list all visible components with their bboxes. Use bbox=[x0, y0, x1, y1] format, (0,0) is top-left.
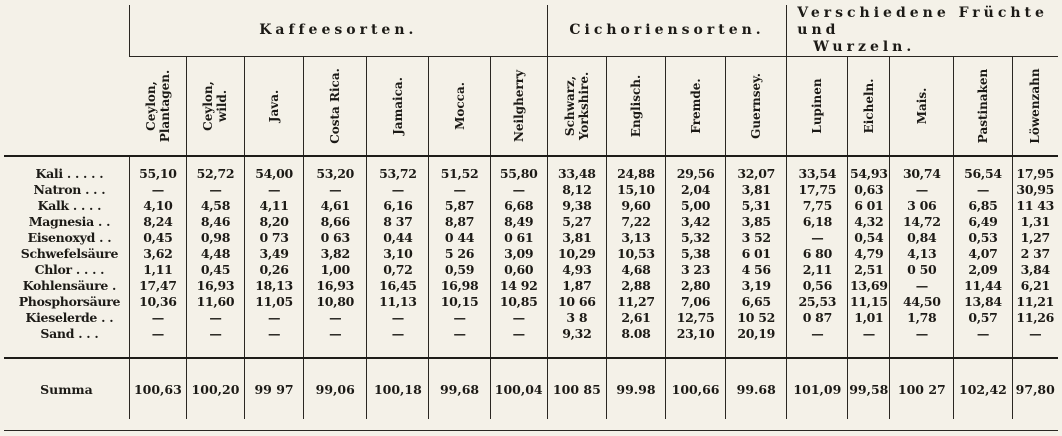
sum-cell: 101,09 bbox=[787, 358, 848, 419]
table-cell: 0,72 bbox=[367, 261, 429, 277]
table-cell: 10,36 bbox=[129, 293, 186, 309]
table-cell: 44,50 bbox=[890, 293, 954, 309]
column-header-label: Fremde. bbox=[688, 78, 703, 134]
column-header-label: Costa Rica. bbox=[328, 68, 343, 144]
table-row bbox=[4, 245, 1058, 261]
group-header-kaffee: Kaffeesorten. bbox=[129, 5, 547, 57]
table-cell: 18,13 bbox=[245, 277, 304, 293]
table-cell: 0 44 bbox=[429, 229, 490, 245]
table-cell: 5,27 bbox=[547, 213, 606, 229]
sum-cell: 100 27 bbox=[890, 358, 954, 419]
table-cell: 2,11 bbox=[787, 261, 848, 277]
sum-cell: 102,42 bbox=[954, 358, 1012, 419]
table-cell: 11,44 bbox=[954, 277, 1012, 293]
table-cell: 11,13 bbox=[367, 293, 429, 309]
table-row bbox=[4, 156, 1058, 181]
table-cell: 0,84 bbox=[890, 229, 954, 245]
table-cell: — bbox=[954, 181, 1012, 197]
table-cell: 1,31 bbox=[1012, 213, 1058, 229]
table-cell: 10,85 bbox=[490, 293, 547, 309]
table-cell: — bbox=[304, 325, 367, 358]
table-row bbox=[4, 309, 1058, 325]
table-cell: 52,72 bbox=[186, 156, 244, 181]
table-cell: 0 61 bbox=[490, 229, 547, 245]
group-header-fruechte-line1: Verschiedene Früchte und bbox=[797, 5, 1048, 38]
table-cell: 7,06 bbox=[666, 293, 726, 309]
table-cell: 3,81 bbox=[726, 181, 787, 197]
sum-row bbox=[4, 358, 1058, 419]
table-body bbox=[4, 156, 1058, 358]
table-cell: 0,63 bbox=[848, 181, 890, 197]
table-cell: 0,53 bbox=[954, 229, 1012, 245]
table-cell: 11,05 bbox=[245, 293, 304, 309]
table-cell: 14 92 bbox=[490, 277, 547, 293]
table-cell: 4,58 bbox=[186, 197, 244, 213]
table-cell: 8,87 bbox=[429, 213, 490, 229]
table-cell: 10 52 bbox=[726, 309, 787, 325]
table-cell: 56,54 bbox=[954, 156, 1012, 181]
table-cell: 24,88 bbox=[606, 156, 665, 181]
table-cell: — bbox=[367, 181, 429, 197]
table-cell: 0,45 bbox=[129, 229, 186, 245]
table-row bbox=[4, 293, 1058, 309]
table-cell: 14,72 bbox=[890, 213, 954, 229]
table-cell: 7,22 bbox=[606, 213, 665, 229]
table-cell: 8,49 bbox=[490, 213, 547, 229]
table-cell: 11,27 bbox=[606, 293, 665, 309]
table-cell: — bbox=[1012, 325, 1058, 358]
table-cell: — bbox=[787, 325, 848, 358]
table-cell: — bbox=[490, 181, 547, 197]
column-header bbox=[186, 57, 244, 157]
table-cell: 0,98 bbox=[186, 229, 244, 245]
table-cell: — bbox=[954, 325, 1012, 358]
table-cell: 4 56 bbox=[726, 261, 787, 277]
table-cell: — bbox=[129, 181, 186, 197]
table-cell: 1,87 bbox=[547, 277, 606, 293]
table-cell: 5,00 bbox=[666, 197, 726, 213]
table-cell: 1,11 bbox=[129, 261, 186, 277]
table-cell: 3 8 bbox=[547, 309, 606, 325]
column-header-label: Pastinaken bbox=[975, 68, 990, 144]
table-cell: 0 73 bbox=[245, 229, 304, 245]
column-header bbox=[1012, 57, 1058, 157]
table-cell: 4,07 bbox=[954, 245, 1012, 261]
table-cell: 29,56 bbox=[666, 156, 726, 181]
table-cell: — bbox=[429, 325, 490, 358]
row-label: Kieselerde . . bbox=[25, 309, 114, 325]
table-cell: 5,31 bbox=[726, 197, 787, 213]
row-label: Kalk . . . . bbox=[37, 197, 102, 213]
row-label: Natron . . . bbox=[33, 181, 106, 197]
table-cell: 3,62 bbox=[129, 245, 186, 261]
table-cell: 3,82 bbox=[304, 245, 367, 261]
table-cell: — bbox=[186, 181, 244, 197]
table-cell: 11,15 bbox=[848, 293, 890, 309]
column-header bbox=[890, 57, 954, 157]
table-cell: 16,98 bbox=[429, 277, 490, 293]
table-cell: — bbox=[890, 277, 954, 293]
column-header-label: Mais. bbox=[914, 87, 929, 125]
table-row bbox=[4, 325, 1058, 358]
table-cell: 1,00 bbox=[304, 261, 367, 277]
table-cell: 2 37 bbox=[1012, 245, 1058, 261]
column-header bbox=[367, 57, 429, 157]
table-cell: 1,27 bbox=[1012, 229, 1058, 245]
column-header-label: Mocca. bbox=[452, 82, 467, 130]
table-cell: 4,11 bbox=[245, 197, 304, 213]
table-cell: 3,13 bbox=[606, 229, 665, 245]
table-cell: 13,69 bbox=[848, 277, 890, 293]
table-cell: 0,59 bbox=[429, 261, 490, 277]
table-cell: 3,84 bbox=[1012, 261, 1058, 277]
ash-analysis-table bbox=[4, 5, 1058, 419]
column-header bbox=[245, 57, 304, 157]
table-cell: 2,88 bbox=[606, 277, 665, 293]
table-cell: 12,75 bbox=[666, 309, 726, 325]
table-cell: — bbox=[367, 309, 429, 325]
table-cell: 53,72 bbox=[367, 156, 429, 181]
table-cell: 8 37 bbox=[367, 213, 429, 229]
column-header-label: Englisch. bbox=[628, 74, 643, 138]
column-header bbox=[848, 57, 890, 157]
row-label: Eisenoxyd . . bbox=[27, 229, 112, 245]
table-cell: 8,20 bbox=[245, 213, 304, 229]
sum-cell: 99,06 bbox=[304, 358, 367, 419]
table-cell: — bbox=[304, 309, 367, 325]
sum-cell: 99,58 bbox=[848, 358, 890, 419]
table-cell: 10,53 bbox=[606, 245, 665, 261]
table-cell: 6,49 bbox=[954, 213, 1012, 229]
table-cell: 0,45 bbox=[186, 261, 244, 277]
column-header bbox=[787, 57, 848, 157]
table-cell: 30,74 bbox=[890, 156, 954, 181]
table-cell: 3,09 bbox=[490, 245, 547, 261]
table-cell: 0 87 bbox=[787, 309, 848, 325]
column-header bbox=[490, 57, 547, 157]
table-cell: 4,32 bbox=[848, 213, 890, 229]
sum-cell: 100 85 bbox=[547, 358, 606, 419]
table-cell: 10 66 bbox=[547, 293, 606, 309]
table-cell: 9,32 bbox=[547, 325, 606, 358]
table-cell: 2,51 bbox=[848, 261, 890, 277]
row-label: Sand . . . bbox=[40, 325, 99, 341]
sum-label: Summa bbox=[40, 381, 93, 397]
table-cell: 10,15 bbox=[429, 293, 490, 309]
table-cell: 9,38 bbox=[547, 197, 606, 213]
table-cell: 2,04 bbox=[666, 181, 726, 197]
table-cell: 4,61 bbox=[304, 197, 367, 213]
table-cell: 0,44 bbox=[367, 229, 429, 245]
table-cell: — bbox=[367, 325, 429, 358]
table-cell: 11 43 bbox=[1012, 197, 1058, 213]
sum-cell: 99,68 bbox=[429, 358, 490, 419]
table-cell: 3,81 bbox=[547, 229, 606, 245]
table-cell: 15,10 bbox=[606, 181, 665, 197]
table-row bbox=[4, 229, 1058, 245]
table-cell: 0,57 bbox=[954, 309, 1012, 325]
table-cell: — bbox=[848, 325, 890, 358]
table-cell: 51,52 bbox=[429, 156, 490, 181]
table-cell: 16,93 bbox=[186, 277, 244, 293]
table-cell: 2,61 bbox=[606, 309, 665, 325]
table-cell: 20,19 bbox=[726, 325, 787, 358]
table-cell: 9,60 bbox=[606, 197, 665, 213]
group-header-cichorien: Cichoriensorten. bbox=[547, 5, 786, 57]
table-cell: 8,24 bbox=[129, 213, 186, 229]
table-cell: — bbox=[890, 181, 954, 197]
table-cell: 4,10 bbox=[129, 197, 186, 213]
table-cell: 17,95 bbox=[1012, 156, 1058, 181]
table-cell: 8.08 bbox=[606, 325, 665, 358]
table-cell: 17,75 bbox=[787, 181, 848, 197]
column-header-label: Jamaica. bbox=[390, 77, 405, 135]
table-cell: 1,01 bbox=[848, 309, 890, 325]
table-cell: 5,38 bbox=[666, 245, 726, 261]
table-cell: 54,00 bbox=[245, 156, 304, 181]
table-cell: 3 52 bbox=[726, 229, 787, 245]
table-cell: 3,19 bbox=[726, 277, 787, 293]
table-cell: 8,12 bbox=[547, 181, 606, 197]
table-cell: — bbox=[129, 309, 186, 325]
column-header-label: Eicheln. bbox=[861, 78, 876, 134]
column-header-label: Neilgherry bbox=[511, 69, 526, 143]
row-label: Kali . . . . . bbox=[35, 165, 104, 181]
table-cell: — bbox=[490, 325, 547, 358]
table-cell: — bbox=[429, 309, 490, 325]
table-cell: 11,26 bbox=[1012, 309, 1058, 325]
sum-cell: 100,18 bbox=[367, 358, 429, 419]
row-label: Magnesia . . bbox=[28, 213, 111, 229]
table-cell: 7,75 bbox=[787, 197, 848, 213]
table-cell: 0,26 bbox=[245, 261, 304, 277]
table-cell: — bbox=[186, 309, 244, 325]
group-header-fruechte-line2: Wurzeln. bbox=[813, 39, 916, 55]
sum-cell: 100,20 bbox=[186, 358, 244, 419]
table-cell: 6,16 bbox=[367, 197, 429, 213]
table-cell: — bbox=[245, 325, 304, 358]
table-cell: 0,56 bbox=[787, 277, 848, 293]
table-row bbox=[4, 197, 1058, 213]
table-cell: — bbox=[186, 325, 244, 358]
table-cell: 53,20 bbox=[304, 156, 367, 181]
column-header-label: Lupinen bbox=[810, 78, 825, 134]
table-cell: 11,60 bbox=[186, 293, 244, 309]
table-cell: 0 63 bbox=[304, 229, 367, 245]
table-cell: 23,10 bbox=[666, 325, 726, 358]
table-cell: 17,47 bbox=[129, 277, 186, 293]
table-cell: — bbox=[245, 309, 304, 325]
table-cell: 4,79 bbox=[848, 245, 890, 261]
table-cell: 6 80 bbox=[787, 245, 848, 261]
table-cell: 0,60 bbox=[490, 261, 547, 277]
table-cell: 10,80 bbox=[304, 293, 367, 309]
table-cell: 5,87 bbox=[429, 197, 490, 213]
table-cell: 16,45 bbox=[367, 277, 429, 293]
table-cell: 32,07 bbox=[726, 156, 787, 181]
sum-cell: 100,63 bbox=[129, 358, 186, 419]
table-cell: 6,65 bbox=[726, 293, 787, 309]
table-cell: — bbox=[429, 181, 490, 197]
stub-header-cell bbox=[4, 5, 129, 156]
table-cell: — bbox=[129, 325, 186, 358]
column-header-label: Ceylon, Plantagen. bbox=[143, 69, 172, 143]
column-header bbox=[429, 57, 490, 157]
table-row bbox=[4, 277, 1058, 293]
row-label: Chlor . . . . bbox=[34, 261, 105, 277]
column-header-row bbox=[4, 57, 1058, 157]
column-header-label: Ceylon, wild. bbox=[201, 81, 230, 131]
table-cell: 13,84 bbox=[954, 293, 1012, 309]
table-cell: 10,29 bbox=[547, 245, 606, 261]
table-cell: 33,48 bbox=[547, 156, 606, 181]
sum-cell: 99.98 bbox=[606, 358, 665, 419]
table-cell: 1,78 bbox=[890, 309, 954, 325]
group-header-row bbox=[4, 5, 1058, 57]
column-header bbox=[606, 57, 665, 157]
table-cell: 54,93 bbox=[848, 156, 890, 181]
table-cell: — bbox=[787, 229, 848, 245]
table-cell: 30,95 bbox=[1012, 181, 1058, 197]
table-cell: 6,85 bbox=[954, 197, 1012, 213]
table-cell: 55,80 bbox=[490, 156, 547, 181]
table-cell: 6 01 bbox=[848, 197, 890, 213]
table-cell: 4,48 bbox=[186, 245, 244, 261]
table-cell: 3,85 bbox=[726, 213, 787, 229]
table-cell: 55,10 bbox=[129, 156, 186, 181]
table-cell: 2,09 bbox=[954, 261, 1012, 277]
sum-cell: 99.68 bbox=[726, 358, 787, 419]
table-cell: 3,42 bbox=[666, 213, 726, 229]
table-cell: 3,49 bbox=[245, 245, 304, 261]
column-header bbox=[954, 57, 1012, 157]
sum-cell: 100,04 bbox=[490, 358, 547, 419]
table-cell: 0 50 bbox=[890, 261, 954, 277]
column-header-label: Guernsey. bbox=[749, 73, 764, 139]
group-header-fruechte bbox=[787, 5, 1058, 57]
table-cell: 0,54 bbox=[848, 229, 890, 245]
table-row bbox=[4, 213, 1058, 229]
table-row bbox=[4, 181, 1058, 197]
table-cell: 8,46 bbox=[186, 213, 244, 229]
table-cell: 16,93 bbox=[304, 277, 367, 293]
table-cell: 5,32 bbox=[666, 229, 726, 245]
table-cell: 3,10 bbox=[367, 245, 429, 261]
table-cell: 4,13 bbox=[890, 245, 954, 261]
table-cell: — bbox=[245, 181, 304, 197]
table-cell: 25,53 bbox=[787, 293, 848, 309]
table-cell: 11,21 bbox=[1012, 293, 1058, 309]
row-label: Kohlensäure . bbox=[22, 277, 117, 293]
table-cell: 2,80 bbox=[666, 277, 726, 293]
table-cell: — bbox=[304, 181, 367, 197]
sum-cell: 97,80 bbox=[1012, 358, 1058, 419]
table-cell: 6,68 bbox=[490, 197, 547, 213]
column-header bbox=[726, 57, 787, 157]
row-label: Phosphorsäure bbox=[18, 293, 121, 309]
table-cell: 3 23 bbox=[666, 261, 726, 277]
table-cell: 33,54 bbox=[787, 156, 848, 181]
table-cell: 6,18 bbox=[787, 213, 848, 229]
analysis-table-sheet bbox=[4, 5, 1058, 431]
column-header bbox=[129, 57, 186, 157]
table-cell: — bbox=[490, 309, 547, 325]
table-cell: 3 06 bbox=[890, 197, 954, 213]
table-cell: — bbox=[890, 325, 954, 358]
column-header bbox=[666, 57, 726, 157]
sum-cell: 99 97 bbox=[245, 358, 304, 419]
column-header bbox=[304, 57, 367, 157]
table-cell: 4,68 bbox=[606, 261, 665, 277]
column-header-label: Java. bbox=[267, 89, 282, 123]
sum-cell: 100,66 bbox=[666, 358, 726, 419]
column-header-label: Löwenzahn bbox=[1028, 68, 1043, 144]
column-header bbox=[547, 57, 606, 157]
table-cell: 8,66 bbox=[304, 213, 367, 229]
table-cell: 5 26 bbox=[429, 245, 490, 261]
row-label: Schwefelsäure bbox=[20, 245, 119, 261]
table-cell: 6 01 bbox=[726, 245, 787, 261]
table-cell: 6,21 bbox=[1012, 277, 1058, 293]
table-row bbox=[4, 261, 1058, 277]
column-header-label: Schwarz, Yorkshire. bbox=[562, 71, 591, 141]
table-cell: 4,93 bbox=[547, 261, 606, 277]
